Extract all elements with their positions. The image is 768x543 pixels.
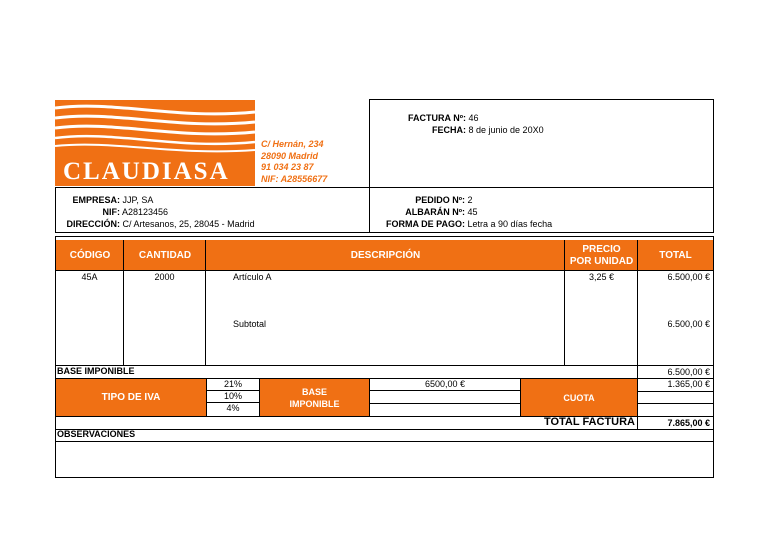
column-divider — [637, 240, 638, 366]
empresa-label: EMPRESA: — [72, 195, 120, 205]
base-value: 6500,00 € — [370, 379, 520, 391]
base-label-line2: IMPONIBLE — [289, 398, 340, 409]
invoice-number: 46 — [468, 113, 479, 123]
row-divider — [638, 403, 714, 404]
pedido-value: 2 — [467, 195, 473, 205]
invoice-date: 8 de junio de 20X0 — [468, 125, 544, 135]
empresa-value: JJP, SA — [122, 195, 154, 205]
cell-cantidad: 2000 — [154, 272, 175, 282]
base-imponible-label: BASE IMPONIBLE — [57, 366, 135, 376]
cell-descripcion: Artículo A — [233, 272, 272, 282]
base-label-line1: BASE — [301, 386, 327, 397]
address-line: NIF: A28556677 — [261, 173, 328, 184]
address-line: 91 034 23 87 — [261, 162, 314, 172]
observaciones-label: OBSERVACIONES — [57, 429, 136, 439]
client-empresa-row — [57, 195, 367, 205]
column-divider — [123, 240, 124, 366]
iva-rate: 21% — [207, 379, 259, 391]
column-divider — [564, 240, 565, 366]
row-divider — [370, 403, 520, 404]
header-precio-line2: POR UNIDAD — [569, 255, 634, 267]
order-albaran-row — [372, 207, 712, 217]
header-precio — [565, 240, 638, 271]
iva-rate: 4% — [226, 403, 240, 413]
order-pago-row — [372, 219, 712, 229]
nif-label: NIF: — [102, 207, 120, 217]
pago-value: Letra a 90 días fecha — [467, 219, 553, 229]
company-address — [261, 139, 369, 185]
cuota-label: CUOTA — [521, 379, 637, 416]
header-precio-line1: PRECIO — [582, 243, 621, 255]
cuota-value: 1.365,00 € — [667, 379, 710, 389]
company-logo — [55, 100, 255, 186]
cell-precio: 3,25 € — [588, 272, 615, 282]
address-line: C/ Hernán, 234 — [261, 139, 324, 149]
invoice-date-label: FECHA: — [432, 125, 466, 135]
client-nif-row — [57, 207, 367, 217]
direccion-label: DIRECCIÓN: — [66, 219, 120, 229]
invoice-number-label: FACTURA Nº: — [408, 113, 466, 123]
client-direccion-row — [57, 219, 367, 229]
total-factura-value: 7.865,00 € — [667, 418, 710, 428]
pago-label: FORMA DE PAGO: — [386, 219, 465, 229]
order-pedido-row — [372, 195, 712, 205]
header-codigo: CÓDIGO — [56, 240, 124, 271]
address-line: 28090 Madrid — [261, 150, 319, 161]
invoice-number-row — [380, 113, 680, 123]
subtotal-label: Subtotal — [233, 319, 267, 329]
pedido-label: PEDIDO Nº: — [415, 195, 465, 205]
total-factura-label: TOTAL FACTURA — [543, 416, 635, 428]
logo-text: CLAUDIASA — [63, 158, 230, 185]
column-divider — [205, 240, 206, 366]
cell-codigo: 45A — [81, 272, 98, 282]
base-label — [260, 379, 369, 416]
invoice-date-row — [380, 125, 680, 135]
nif-value: A28123456 — [122, 207, 169, 217]
albaran-value: 45 — [467, 207, 478, 217]
row-divider — [55, 270, 714, 271]
header-descripcion: DESCRIPCIÓN — [206, 240, 565, 271]
cell-total: 6.500,00 € — [667, 272, 710, 282]
header-cantidad: CANTIDAD — [124, 240, 206, 271]
subtotal-value: 6.500,00 € — [667, 319, 710, 329]
tipo-iva-label: TIPO DE IVA — [56, 379, 206, 416]
iva-rate: 10% — [207, 391, 259, 403]
base-imponible-value: 6.500,00 € — [667, 367, 710, 377]
albaran-label: ALBARÁN Nº: — [405, 207, 465, 217]
divider — [369, 187, 370, 233]
header-total: TOTAL — [638, 240, 713, 271]
direccion-value: C/ Artesanos, 25, 28045 - Madrid — [122, 219, 255, 229]
row-divider — [55, 441, 714, 442]
row-divider — [638, 391, 714, 392]
